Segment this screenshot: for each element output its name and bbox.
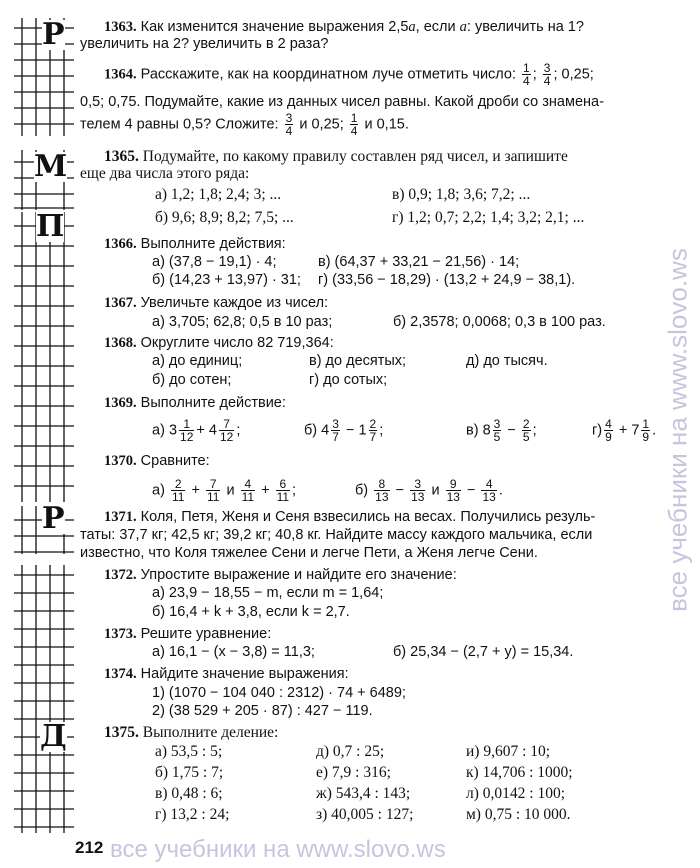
problem-1365-line-2: еще два числа этого ряда: — [80, 165, 250, 182]
problem-number: 1365. — [104, 148, 139, 165]
problem-1368-a: а) до единиц; — [152, 353, 243, 369]
problem-1364-line-1: 1364. Расскажите, как на координатном луче отметить число: $\frac{1}{4}$ ; $\frac{3}{4}$ ; 0,25; — [104, 61, 594, 88]
problem-number: 1373. — [104, 626, 137, 642]
watermark-bottom: все учебники на www.slovo.ws — [110, 836, 446, 863]
fraction: $\frac{9}{13}$ — [446, 477, 460, 504]
fraction: $\frac{1}{4}$ — [523, 61, 530, 88]
margin-grid-3 — [14, 209, 80, 502]
problem-1363-line-1: 1363. Как изменится значение выражения 2,5a, если a: увеличить на 1? — [104, 19, 584, 35]
problem-1370-line-1: 1370. Сравните: — [104, 453, 210, 469]
problem-1365-v: в) 0,9; 1,8; 3,6; 7,2; ... — [392, 186, 531, 203]
problem-1370-b: б) $\frac{8}{13}$ − $\frac{3}{13}$ и $\frac{9}{13}$ − $\frac{4}{13}$ . — [355, 477, 503, 504]
problem-number: 1363. — [104, 19, 137, 35]
problem-1371-line-1: 1371. Коля, Петя, Женя и Сеня взвесились на весах. Получились резуль- — [104, 509, 596, 525]
problem-1375-item: а) 53,5 : 5; — [155, 743, 223, 760]
problem-1371-line-3: известно, что Коля тяжелее Сени и легче Пети, а Женя легче Сени. — [80, 545, 538, 561]
problem-1373-b: б) 25,34 − (2,7 + y) = 15,34. — [393, 644, 574, 660]
fraction: $\frac{1}{9}$ — [642, 417, 650, 444]
problem-1368-b: б) до сотен; — [152, 372, 232, 388]
fraction: $\frac{2}{7}$ — [369, 417, 377, 444]
problem-1375-item: б) 1,75 : 7; — [155, 764, 224, 781]
fraction: $\frac{2}{5}$ — [522, 417, 530, 444]
problem-number: 1367. — [104, 295, 137, 311]
problem-1375-line-1: 1375. Выполните деление: — [104, 724, 279, 741]
problem-1366-a: а) (37,8 − 19,1) · 4; — [152, 254, 277, 270]
problem-1372-b: б) 16,4 + k + 3,8, если k = 2,7. — [152, 604, 350, 620]
problem-1369-v: в) 8 $\frac{3}{5}$ − $\frac{2}{5}$ ; — [466, 417, 537, 444]
problem-1366-v: в) (64,37 + 33,21 − 21,56) · 14; — [318, 254, 520, 270]
problem-1375-item: л) 0,0142 : 100; — [466, 785, 566, 802]
problem-1368-line-1: 1368. Округлите число 82 719,364: — [104, 335, 334, 351]
problem-1368-d: д) до тысяч. — [466, 353, 548, 369]
problem-1365-line-1: 1365. Подумайте, по какому правилу составлен ряд чисел, и запишите — [104, 148, 568, 165]
fraction: $\frac{3}{7}$ — [332, 417, 339, 444]
problem-1375-item: е) 7,9 : 316; — [316, 764, 391, 781]
problem-1375-item: з) 40,005 : 127; — [316, 806, 414, 823]
margin-grid-5 — [14, 565, 80, 835]
fraction: $\frac{7}{11}$ — [206, 477, 220, 504]
problem-1371-line-2: таты: 37,7 кг; 42,5 кг; 39,2 кг; 40,8 кг. Найдите массу каждого мальчика, если — [80, 527, 593, 543]
problem-number: 1371. — [104, 509, 137, 525]
problem-1367-line-1: 1367. Увеличьте каждое из чисел: — [104, 295, 329, 311]
problem-1364-line-3: телем 4 равны 0,5? Сложите: $\frac{3}{4}$ и 0,25; $\frac{1}{4}$ и 0,15. — [80, 111, 409, 138]
problem-1373-a: а) 16,1 − (x − 3,8) = 11,3; — [152, 644, 315, 660]
problem-1374-b: 2) (38 529 + 205 · 87) : 427 − 119. — [152, 703, 373, 719]
problem-1375-item: д) 0,7 : 25; — [316, 743, 385, 760]
fraction: $\frac{4}{11}$ — [241, 477, 255, 504]
fraction: $\frac{3}{4}$ — [285, 111, 293, 138]
problem-1366-g: г) (33,56 − 18,29) · (13,2 + 24,9 − 38,1). — [318, 272, 576, 288]
problem-1375-item: ж) 543,4 : 143; — [316, 785, 411, 802]
problem-1367-a: а) 3,705; 62,8; 0,5 в 10 раз; — [152, 314, 333, 330]
fraction: $\frac{4}{13}$ — [482, 477, 496, 504]
problem-1366-b: б) (14,23 + 13,97) · 31; — [152, 272, 301, 288]
problem-1375-item: к) 14,706 : 1000; — [466, 764, 573, 781]
problem-1369-line-1: 1369. Выполните действие: — [104, 395, 286, 411]
problem-1369-g: г) $\frac{4}{9}$ + 7 $\frac{1}{9}$ . — [592, 417, 657, 444]
problem-1365-g: г) 1,2; 0,7; 2,2; 1,4; 3,2; 2,1; ... — [392, 209, 585, 226]
problem-1368-v: в) до десятых; — [309, 353, 407, 369]
problem-1375-item: г) 13,2 : 24; — [155, 806, 230, 823]
problem-1375-item: в) 0,48 : 6; — [155, 785, 223, 802]
fraction: $\frac{3}{13}$ — [411, 477, 425, 504]
problem-1365-a: а) 1,2; 1,8; 2,4; 3; ... — [155, 186, 282, 203]
margin-letter-r: Р — [42, 17, 65, 52]
margin-letter-m: М — [34, 149, 68, 184]
page-number: 212 — [75, 838, 104, 857]
problem-1365-b: б) 9,6; 8,9; 8,2; 7,5; ... — [155, 209, 294, 226]
problem-1374-a: 1) (1070 − 104 040 : 2312) · 74 + 6489; — [152, 685, 406, 701]
fraction: $\frac{3}{5}$ — [493, 417, 501, 444]
problem-1369-a: а) 3 $\frac{1}{12}$ + 4 $\frac{7}{12}$ ; — [152, 417, 241, 444]
problem-number: 1372. — [104, 567, 137, 583]
problem-1375-item: и) 9,607 : 10; — [466, 743, 551, 760]
problem-1374-line-1: 1374. Найдите значение выражения: — [104, 666, 349, 682]
problem-number: 1375. — [104, 724, 139, 741]
problem-1364-line-2: 0,5; 0,75. Подумайте, какие из данных чисел равны. Какой дроби со знамена- — [80, 94, 604, 110]
fraction: $\frac{8}{13}$ — [375, 477, 389, 504]
margin-letter-p: П — [36, 209, 65, 244]
problem-1368-g: г) до сотых; — [309, 372, 388, 388]
fraction: $\frac{4}{9}$ — [605, 417, 612, 444]
watermark-vertical: все учебники на www.slovo.ws — [662, 248, 693, 612]
problem-1366-line-1: 1366. Выполните действия: — [104, 236, 286, 252]
problem-number: 1374. — [104, 666, 137, 682]
fraction: $\frac{1}{4}$ — [350, 111, 358, 138]
problem-number: 1369. — [104, 395, 137, 411]
margin-letter-d: Д — [40, 719, 67, 754]
problem-number: 1368. — [104, 335, 137, 351]
problem-1373-line-1: 1373. Решите уравнение: — [104, 626, 272, 642]
problem-number: 1370. — [104, 453, 137, 469]
problem-1375-item: м) 0,75 : 10 000. — [466, 806, 571, 823]
problem-1372-line-1: 1372. Упростите выражение и найдите его значение: — [104, 567, 457, 583]
problem-1369-b: б) 4 $\frac{3}{7}$ − 1 $\frac{2}{7}$ ; — [304, 417, 384, 444]
fraction: $\frac{6}{11}$ — [276, 477, 290, 504]
fraction: $\frac{1}{12}$ — [180, 417, 194, 444]
fraction: $\frac{3}{4}$ — [543, 61, 551, 88]
problem-1370-a: а) $\frac{2}{11}$ + $\frac{7}{11}$ и $\frac{4}{11}$ + $\frac{6}{11}$ ; — [152, 477, 297, 504]
problem-number: 1366. — [104, 236, 137, 252]
fraction: $\frac{7}{12}$ — [219, 417, 234, 444]
problem-1372-a: а) 23,9 − 18,55 − m, если m = 1,64; — [152, 585, 384, 601]
problem-1363-line-2: увеличить на 2? увеличить в 2 раза? — [80, 36, 329, 52]
margin-letter-r2: Р — [42, 501, 65, 536]
problem-1367-b: б) 2,3578; 0,0068; 0,3 в 100 раз. — [393, 314, 606, 330]
fraction: $\frac{2}{11}$ — [171, 477, 185, 504]
problem-number: 1364. — [104, 66, 137, 83]
